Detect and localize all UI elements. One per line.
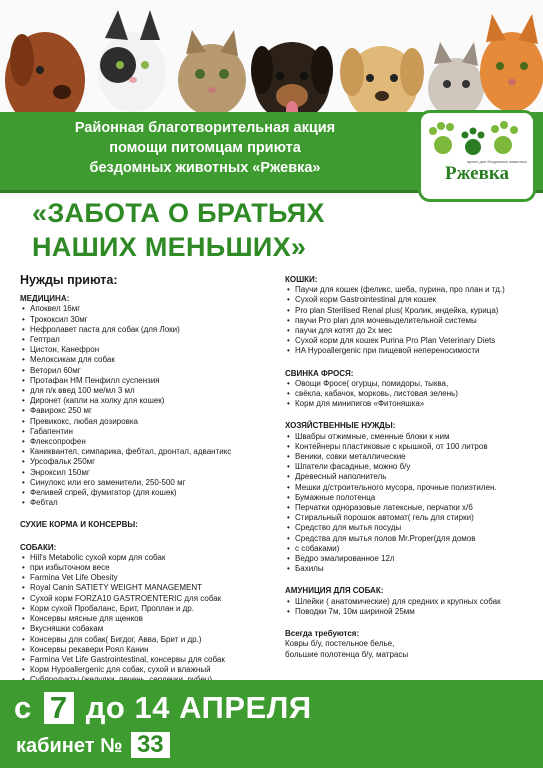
list-item: • Нефролавет паста для собак (для Локи) <box>20 325 282 335</box>
list-item: • Феливей спрей, фумигатор (для кошек) <box>20 488 282 498</box>
list-item: • Фавирокс 250 мг <box>20 406 282 416</box>
main-title-line-2: НАШИХ МЕНЬШИХ» <box>32 232 307 262</box>
list-item: • Средства для мытья полов Mr.Proper(для домов <box>285 534 535 544</box>
dates-prefix: с <box>14 690 32 725</box>
list-item: • Farmina Vet Life Obesity <box>20 573 282 583</box>
always-line-2: большие полотенца б/у, матрасы <box>285 649 409 659</box>
list-item: • Контейнеры пластиковые с крышкой, от 100 литров <box>285 442 535 452</box>
list-item: • Овощи Фросе( огурцы, помидоры, тыква, <box>285 379 535 389</box>
logo-tagline: приют для бездомных животных <box>466 159 527 164</box>
list-item: • Энроксил 150мг <box>20 468 282 478</box>
header-line-1: Районная благотворительная акция <box>74 120 336 136</box>
list-item: • Pro plan Sterilised Renal plus( Кролик, индейка, курица) <box>285 306 535 316</box>
list-item: • паучи для котят до 2х мес <box>285 326 535 336</box>
room-number-box: 33 <box>131 732 170 758</box>
main-title-line-1: «ЗАБОТА О БРАТЬЯХ <box>32 198 325 228</box>
puppy-icon <box>251 42 333 122</box>
room-line <box>16 732 173 758</box>
cats-title: КОШКИ: <box>285 275 318 284</box>
list-item: • Ведро эмалированное 12л <box>285 554 535 564</box>
list-item-continuation: • при избыточном весе <box>20 563 282 573</box>
list-item: • Farmina Vet Life Gastrointestinal, консервы для собак <box>20 655 282 665</box>
list-item: • паучи Pro plan для мочевыделительной системы <box>285 316 535 326</box>
right-column <box>285 275 535 660</box>
medicine-title: МЕДИЦИНА: <box>20 294 70 304</box>
list-item: • Корм Hypoallergenic для собак, сухой и влажный <box>20 665 282 675</box>
list-item: • Бахилы <box>285 564 535 574</box>
dogs-list <box>20 553 282 686</box>
medicine-list <box>20 304 282 508</box>
dates-line <box>14 690 312 726</box>
list-item: • Апоквел 16мг <box>20 304 282 314</box>
dog-icon <box>340 46 424 122</box>
list-item: • Вкусняшки собакам <box>20 624 282 634</box>
list-item: • Консервы для собак( Бигдог, Авва, Брит и др.) <box>20 635 282 645</box>
list-item: • Каниквантел, симпарика, фебтал, дронтал, адвантикс <box>20 447 282 457</box>
dogs-title: СОБАКИ: <box>20 542 57 552</box>
list-item: • Флексопрофен <box>20 437 282 447</box>
cat-icon <box>480 14 543 112</box>
list-item-continuation: • с собаками) <box>285 544 535 554</box>
dates-middle: до 14 АПРЕЛЯ <box>85 690 312 725</box>
cat-icon <box>178 30 246 116</box>
list-item: • Шлейки ( анатомические) для средних и крупных собак <box>285 597 535 607</box>
list-item: • Веники, совки металлические <box>285 452 535 462</box>
list-item: • Гептрал <box>20 335 282 345</box>
pig-list <box>285 379 535 410</box>
list-item: • Мелоксикам для собак <box>20 355 282 365</box>
list-item: • Стиральный порошок автомат( гель для стирки) <box>285 513 535 523</box>
left-column <box>20 275 282 686</box>
list-item: • Корм для минипигов «Фитоняшка» <box>285 399 535 409</box>
main-title <box>32 196 432 264</box>
list-item: • Hill's Metabolic сухой корм для собак <box>20 553 282 563</box>
list-item: • Мешки д/строительного мусора, прочные полиэтилен. <box>285 483 535 493</box>
animals-illustration <box>0 0 543 128</box>
list-item: • Сухой корм Gastrointestinal для кошек <box>285 295 535 305</box>
cats-list <box>285 285 535 356</box>
list-item: • Трококсил 30мг <box>20 315 282 325</box>
ammo-list <box>285 597 535 617</box>
list-item: • Веторил 60мг <box>20 366 282 376</box>
list-item-continuation: • свёкла, кабачок, морковь, листовая зелень) <box>285 389 535 399</box>
list-item: • Шпатели фасадные, можно б/у <box>285 462 535 472</box>
list-item: • Швабры отжимные, сменные блоки к ним <box>285 432 535 442</box>
list-item: • Паучи для кошек (феликс, шеба, пурина, про план и тд.) <box>285 285 535 295</box>
kitten-icon <box>428 42 484 118</box>
list-item: • Royal Canin SATIETY WEIGHT MANAGEMENT <box>20 583 282 593</box>
always-line-1: Ковры б/у, постельное белье, <box>285 639 395 649</box>
animals-photo-strip <box>0 0 543 128</box>
list-item: • Диронет (капли на холку для кошек) <box>20 396 282 406</box>
household-title: ХОЗЯЙСТВЕННЫЕ НУЖДЫ: <box>285 421 396 431</box>
list-item-continuation: • HA Hypoallergenic при пищевой непереносимости <box>285 346 535 356</box>
room-label: кабинет № <box>16 735 123 757</box>
day-from-box: 7 <box>44 692 74 724</box>
list-item: • Древесный наполнитель <box>285 472 535 482</box>
list-item: • Синулокс или его заменители, 250-500 мг <box>20 478 282 488</box>
kitten-icon <box>98 10 166 112</box>
list-item: • Сухой корм FORZA10 GASTROENTERIC для собак <box>20 594 282 604</box>
header-line-3: бездомных животных «Ржевка» <box>89 160 321 176</box>
list-item-continuation: • для п/к введ 100 ме/мл 3 мл <box>20 386 282 396</box>
header-line-2: помощи питомцам приюта <box>109 140 301 156</box>
list-item: • Цистон, Канефрон <box>20 345 282 355</box>
feed-title: СУХИЕ КОРМА И КОНСЕРВЫ: <box>20 520 138 530</box>
shelter-logo <box>418 110 536 202</box>
list-item: • Поводки 7м, 10м шириной 25мм <box>285 607 535 617</box>
list-item: • Фебтал <box>20 498 282 508</box>
list-item: • Перчатки одноразовые латексные, перчатки х/б <box>285 503 535 513</box>
always-title: Всегда требуются: <box>285 629 360 639</box>
list-item: • Средство для мытья посуды <box>285 523 535 533</box>
list-item: • Урсофальк 250мг <box>20 457 282 467</box>
needs-title: Нужды приюта: <box>20 273 118 287</box>
list-item: • Протафан НМ Пенфилл суспензия <box>20 376 282 386</box>
list-item: • Консервы мясные для щенков <box>20 614 282 624</box>
logo-name: Ржевка <box>445 163 509 184</box>
list-item: • Габапентин <box>20 427 282 437</box>
list-item: • Бумажные полотенца <box>285 493 535 503</box>
ammo-title: АМУНИЦИЯ ДЛЯ СОБАК: <box>285 586 384 596</box>
header-text <box>40 118 370 178</box>
household-list <box>285 432 535 575</box>
list-item: • Корм сухой Пробаланс, Брит, Проплан и др. <box>20 604 282 614</box>
list-item: • Сухой корм для кошек Purina Pro Plan Veterinary Diets <box>285 336 535 346</box>
list-item: • Консервы рекавери Роял Канин <box>20 645 282 655</box>
list-item: • Превикокс, любая дозировка <box>20 417 282 427</box>
pig-title: СВИНКА ФРОСЯ: <box>285 368 354 378</box>
